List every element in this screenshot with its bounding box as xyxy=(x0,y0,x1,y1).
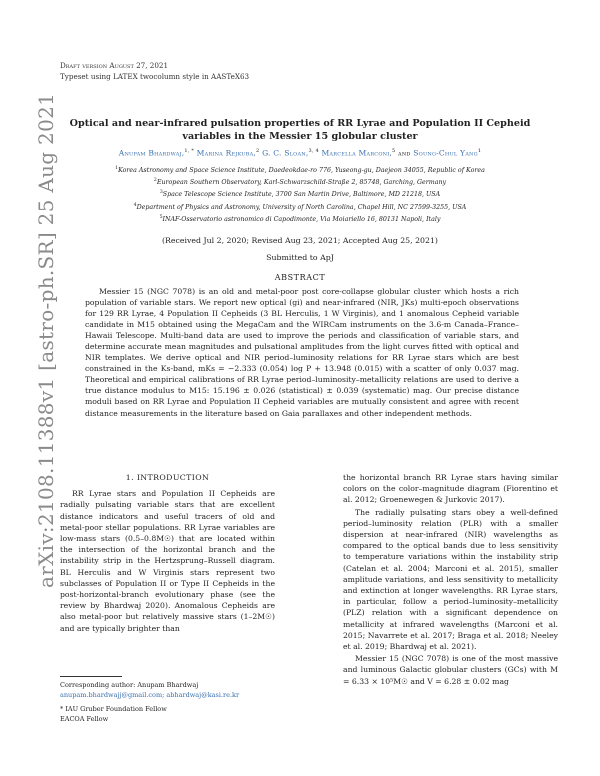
affiliation-number: 4 xyxy=(133,202,137,208)
submitted-journal: Submitted to ApJ xyxy=(266,253,334,262)
abstract-text: Messier 15 (NGC 7078) is an old and metal-poor post core-collapse globular cluster which hosts a rich population of variable stars. We report new optical (gi) and near-infrared (NIR, JKs) multi-epoch observations for 129 RR Lyrae, 4 Population II Cepheids (3 BL Herculis, 1 W Virginis), and 1 anomalous Cepheid variable candidate in M15 obtained using the MegaCam and the WIRCam instruments on the 3.6-m Canada–France–Hawaii Telescope. Multi-band data are used to improve the periods and classification of variable stars, and determine accurate mean magnitudes and pulsational amplitudes from the light curves fitted with optical and NIR templates. We derive optical and NIR period–luminosity relations for RR Lyrae stars which are best constrained in the Ks-band, mKs = −2.333 (0.054) log P + 13.948 (0.015) with a scatter of only 0.037 mag. Theoretical and empirical calibrations of RR Lyrae period–luminosity–metallicity relations are used to derive a true distance modulus to M15: 15.196 ± 0.026 (statistical) ± 0.039 (systematic) mag. Our precise distance moduli based on RR Lyrae and Population II Cepheid variables are mutually consistent and agree with recent distance measurements in the literature based on Gaia parallaxes and other independent methods. xyxy=(85,287,519,418)
typeset-line: Typeset using LATEX twocolumn style in AASTeX63 xyxy=(60,72,250,81)
arxiv-sidebar-stamp xyxy=(14,92,58,588)
footnote-rule xyxy=(60,676,122,677)
author-name[interactable]: Anupam Bhardwaj, xyxy=(118,148,185,158)
footnote-fellowship: * IAU Gruber Foundation Fellow xyxy=(60,705,167,713)
affiliation-text: INAF-Osservatorio astronomico di Capodimonte, Via Moiariello 16, 80131 Napoli, Italy xyxy=(162,215,441,223)
affiliation-line xyxy=(60,213,540,225)
affiliation-number: 1 xyxy=(115,166,119,171)
footnote-fellowship: EACOA Fellow xyxy=(60,714,109,723)
author-list xyxy=(60,148,540,158)
affiliation-line xyxy=(60,164,540,176)
right-column xyxy=(343,472,558,687)
body-paragraph: the horizontal branch RR Lyrae stars having similar colors on the color–magnitude diagram (Fiorentino et al. 2012; Groenewegen & Jurkovic 2017). xyxy=(343,473,558,505)
paper-title: Optical and near-infrared pulsation properties of RR Lyrae and Population II Cepheid variables in the Messier 15 globular cluster xyxy=(69,118,531,142)
author-name[interactable]: Marcella Marconi, xyxy=(321,148,392,158)
author-affil-marker: 2 xyxy=(256,148,260,154)
author-affil-marker: 1 xyxy=(477,148,482,154)
affiliation-text: European Southern Observatory, Karl-Schwarzschild-Straße 2, 85748, Garching, Germany xyxy=(156,179,447,187)
author-affil-marker: 1, * xyxy=(184,148,195,154)
affiliation-number: 3 xyxy=(159,190,163,196)
author-affil-marker: 5 xyxy=(392,148,396,154)
author-affil-marker: 3, 4 xyxy=(308,148,319,154)
author-name[interactable]: G. C. Sloan, xyxy=(262,148,309,158)
affiliation-line xyxy=(60,176,540,188)
affiliation-list xyxy=(60,164,540,225)
footnote-email-link[interactable]: anupam.bhardwajj@gmail.com; abhardwaj@kasi.re.kr xyxy=(60,690,240,699)
author-name[interactable]: Marina Rejkuba, xyxy=(196,148,257,158)
author-name[interactable]: Soung-Chul Yang xyxy=(413,148,478,158)
body-paragraph: Messier 15 (NGC 7078) is one of the most massive and luminous Galactic globular clusters (GCs) with M = 6.33 × 10⁵M☉ and V = 6.28 ± 0.02 mag xyxy=(343,654,558,686)
affiliation-line xyxy=(60,188,540,200)
body-paragraph: RR Lyrae stars and Population II Cepheids are radially pulsating variable stars that are excellent distance indicators and useful tracers of old and metal-poor stellar populations. RR Lyrae variables are low-mass stars (0.5–0.8M☉) that are located within the intersection of the horizontal branch and the instability strip in the Hertzsprung–Russell diagram. BL Herculis and W Virginis stars represent two subclasses of Population II or Type II Cepheids in the post-horizontal-branch evolutionary phase (see the review by Bhardwaj 2020). Anomalous Cepheids are also metal-poor but relatively massive stars (1–2M☉) and are typically brighter than xyxy=(60,489,275,633)
footnotes xyxy=(60,681,275,724)
author-conjunction: and xyxy=(398,148,411,158)
preprint-header xyxy=(60,60,249,82)
left-column xyxy=(60,472,275,634)
affiliation-text: Space Telescope Science Institute, 3700 San Martin Drive, Baltimore, MD 21218, USA xyxy=(162,191,441,199)
affiliation-line xyxy=(60,201,540,213)
abstract-heading: ABSTRACT xyxy=(274,273,326,282)
section-heading-introduction: 1. INTRODUCTION xyxy=(125,473,210,482)
affiliation-text: Korea Astronomy and Space Science Institute, Daedeokdae-ro 776, Yuseong-gu, Daejeon 34055, Republic of Korea xyxy=(118,167,485,175)
body-paragraph: The radially pulsating stars obey a well-defined period–luminosity relation (PLR) with a smaller dispersion at near-infrared (NIR) wavelengths as compared to the optical bands due to less sensitivity to temperature variations within the instability strip (Catelan et al. 2004; Marconi et al. 2015), smaller amplitude variations, and less sensitivity to metallicity and extinction at longer wavelengths. RR Lyrae stars, in particular, follow a period–luminosity–metallicity (PLZ) relation with a significant dependence on metallicity at infrared wavelengths (Marconi et al. 2015; Navarrete et al. 2017; Braga et al. 2018; Neeley et al. 2019; Bhardwaj et al. 2021). xyxy=(343,507,558,652)
footnote-corresponding-author: Corresponding author: Anupam Bhardwaj xyxy=(60,681,199,689)
affiliation-number: 2 xyxy=(153,178,157,184)
arxiv-identifier: arXiv:2108.11388v1 [astro-ph.SR] 25 Aug 2021 xyxy=(34,92,58,588)
affiliation-number: 5 xyxy=(159,214,163,220)
affiliation-text: Department of Physics and Astronomy, University of North Carolina, Chapel Hill, NC 27599-3255, USA xyxy=(136,203,467,211)
submission-dates: (Received Jul 2, 2020; Revised Aug 23, 2021; Accepted Aug 25, 2021) xyxy=(162,236,438,245)
draft-version-line: Draft version August 27, 2021 xyxy=(60,61,169,70)
